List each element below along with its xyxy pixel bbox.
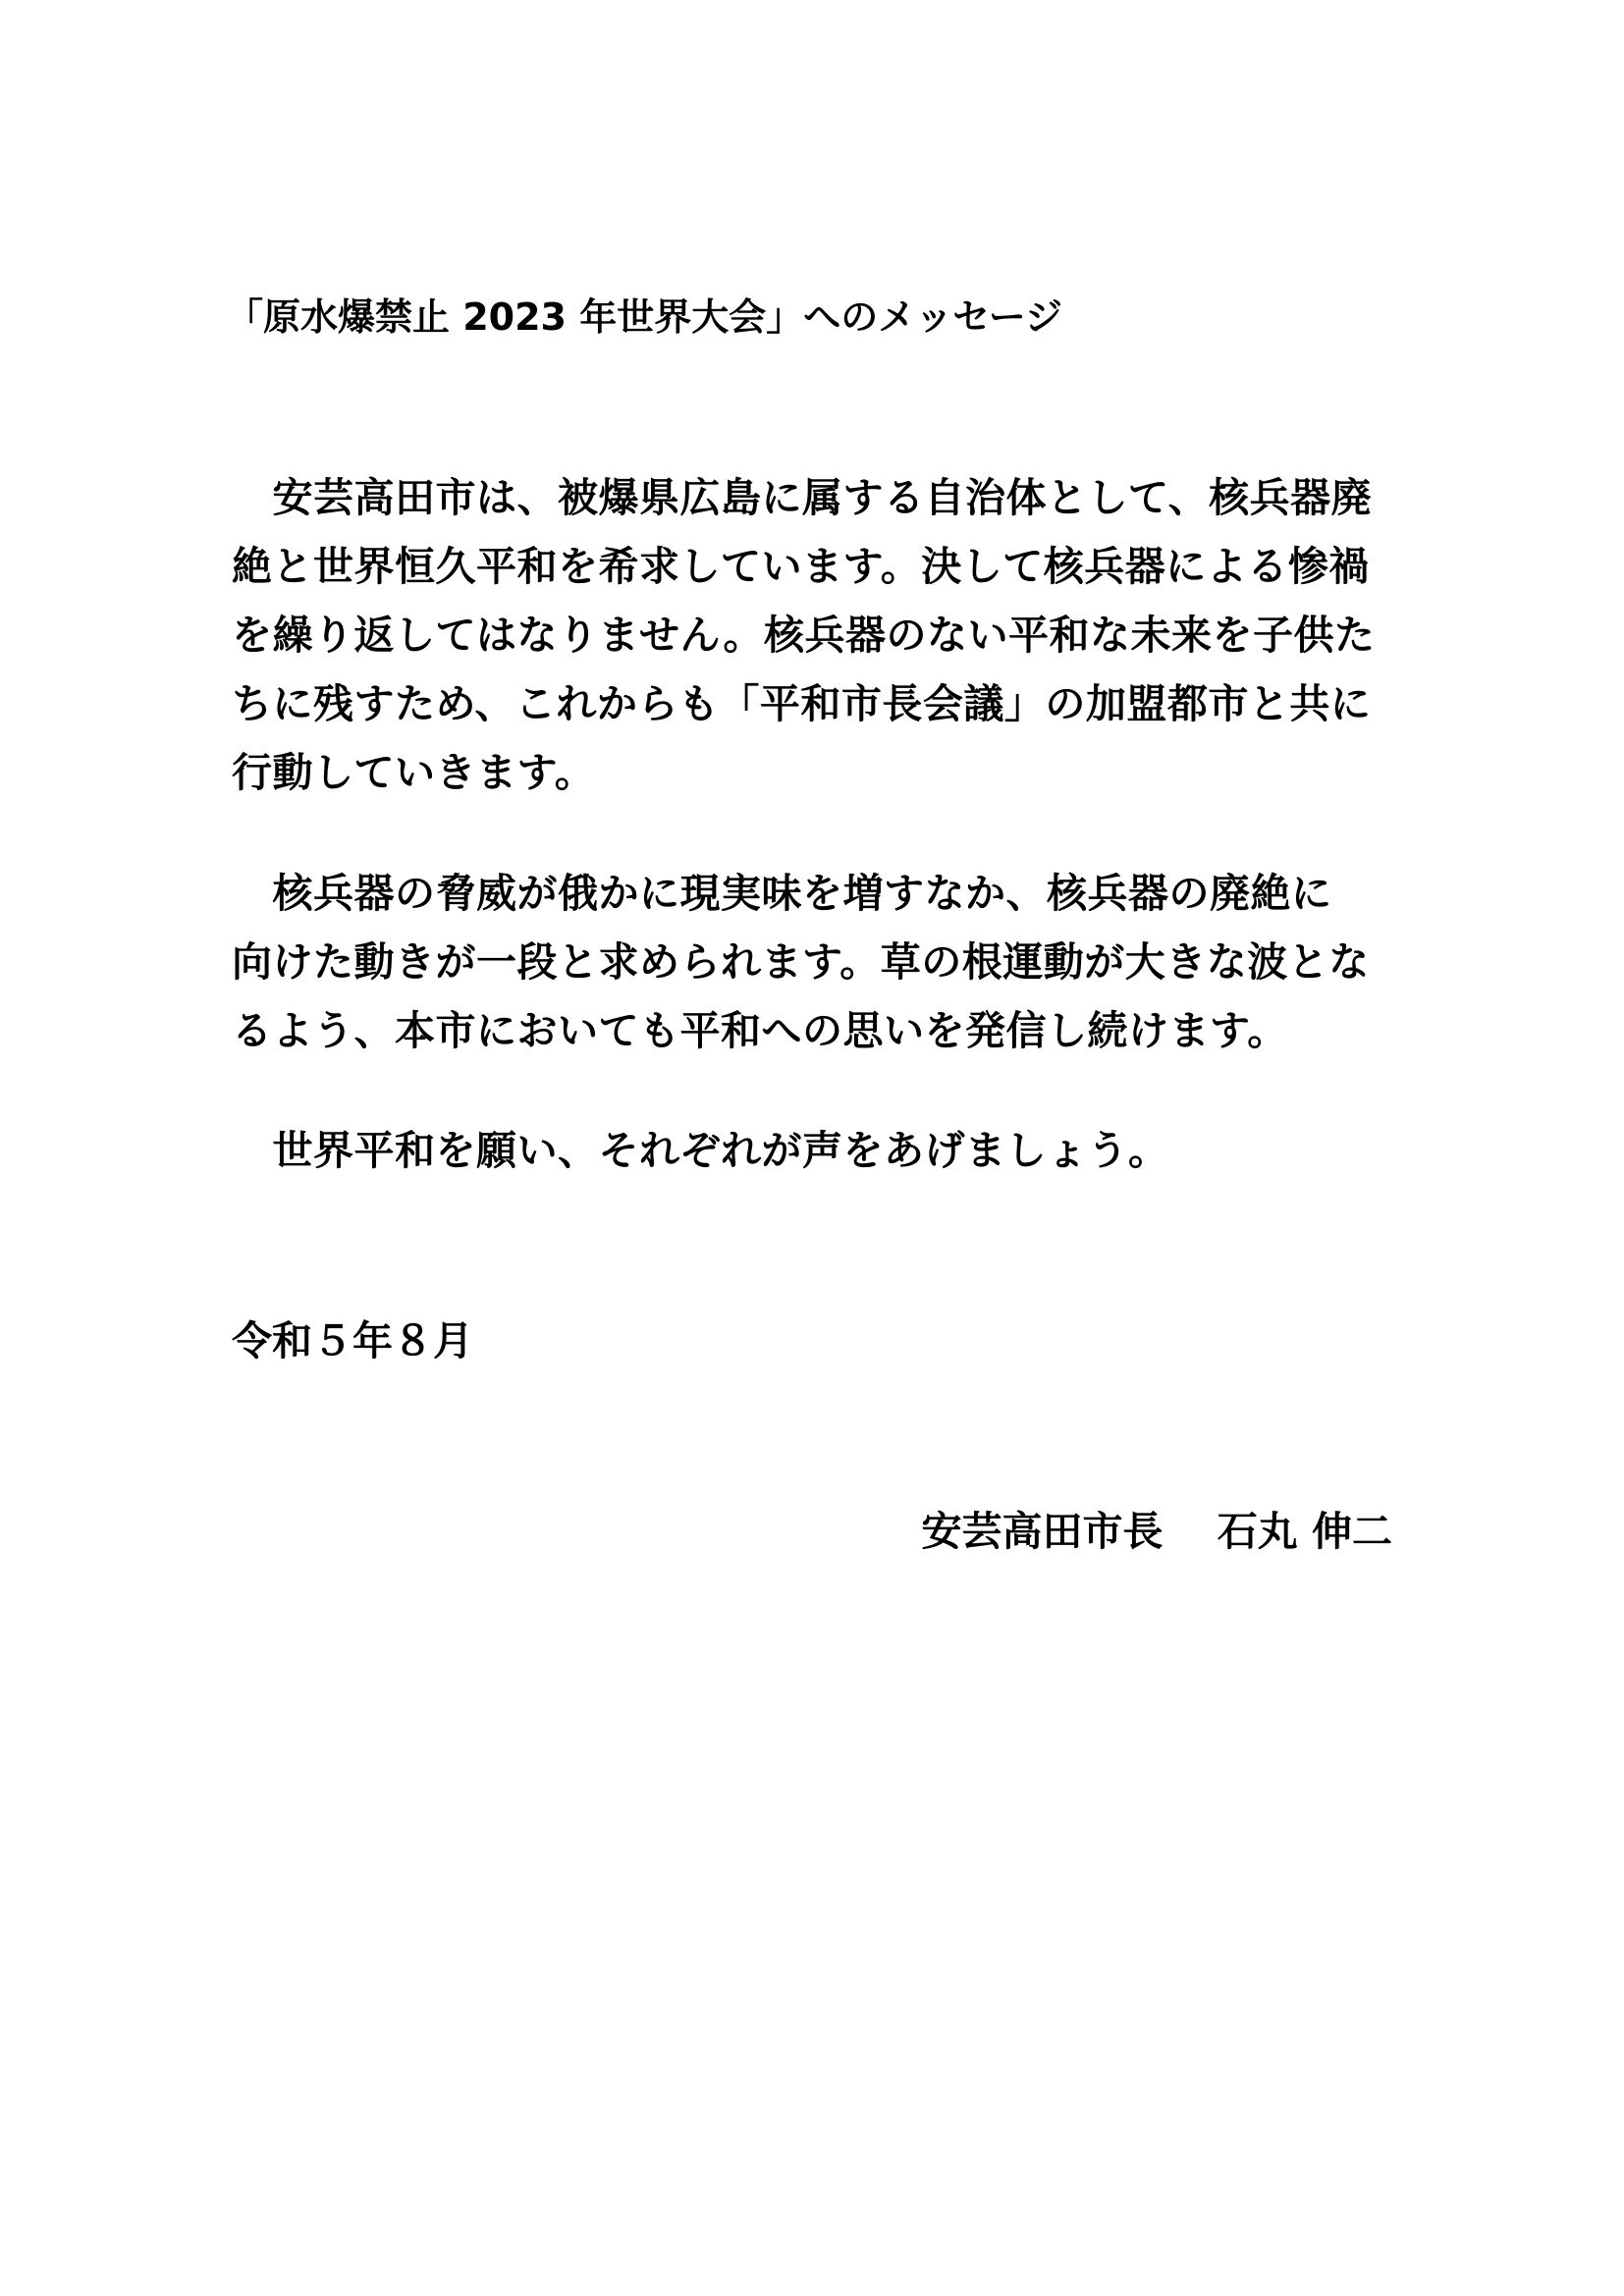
paragraph-line: 絶と世界恒久平和を希求しています。決して核兵器による惨禍 xyxy=(232,543,1370,590)
document-date: 令和５年８月 xyxy=(232,1317,473,1364)
paragraph-3 xyxy=(232,1116,1400,1185)
paragraph-line: 行動していきます。 xyxy=(232,749,596,796)
signature: 安芸高田市長 石丸 伸二 xyxy=(921,1508,1392,1555)
paragraph-line: 安芸高田市は、被爆県広島に属する自治体として、核兵器廃 xyxy=(232,474,1373,521)
paragraph-line: を繰り返してはなりません。核兵器のない平和な未来を子供た xyxy=(232,612,1376,659)
paragraph-line: ちに残すため、これからも「平和市長会議」の加盟都市と共に xyxy=(232,680,1372,727)
paragraph-line: 向けた動きが一段と求められます。草の根運動が大きな波とな xyxy=(232,938,1370,986)
paragraph-1 xyxy=(232,463,1400,807)
paragraph-2 xyxy=(232,859,1400,1065)
paragraph-line: 核兵器の脅威が俄かに現実味を増すなか、核兵器の廃絶に xyxy=(232,870,1332,917)
paragraph-line: るよう、本市においても平和への思いを発信し続けます。 xyxy=(232,1007,1288,1054)
paragraph-line: 世界平和を願い、それぞれが声をあげましょう。 xyxy=(232,1127,1169,1174)
document-title: 「原水爆禁止 2023 年世界大会」へのメッセージ xyxy=(226,295,1062,339)
